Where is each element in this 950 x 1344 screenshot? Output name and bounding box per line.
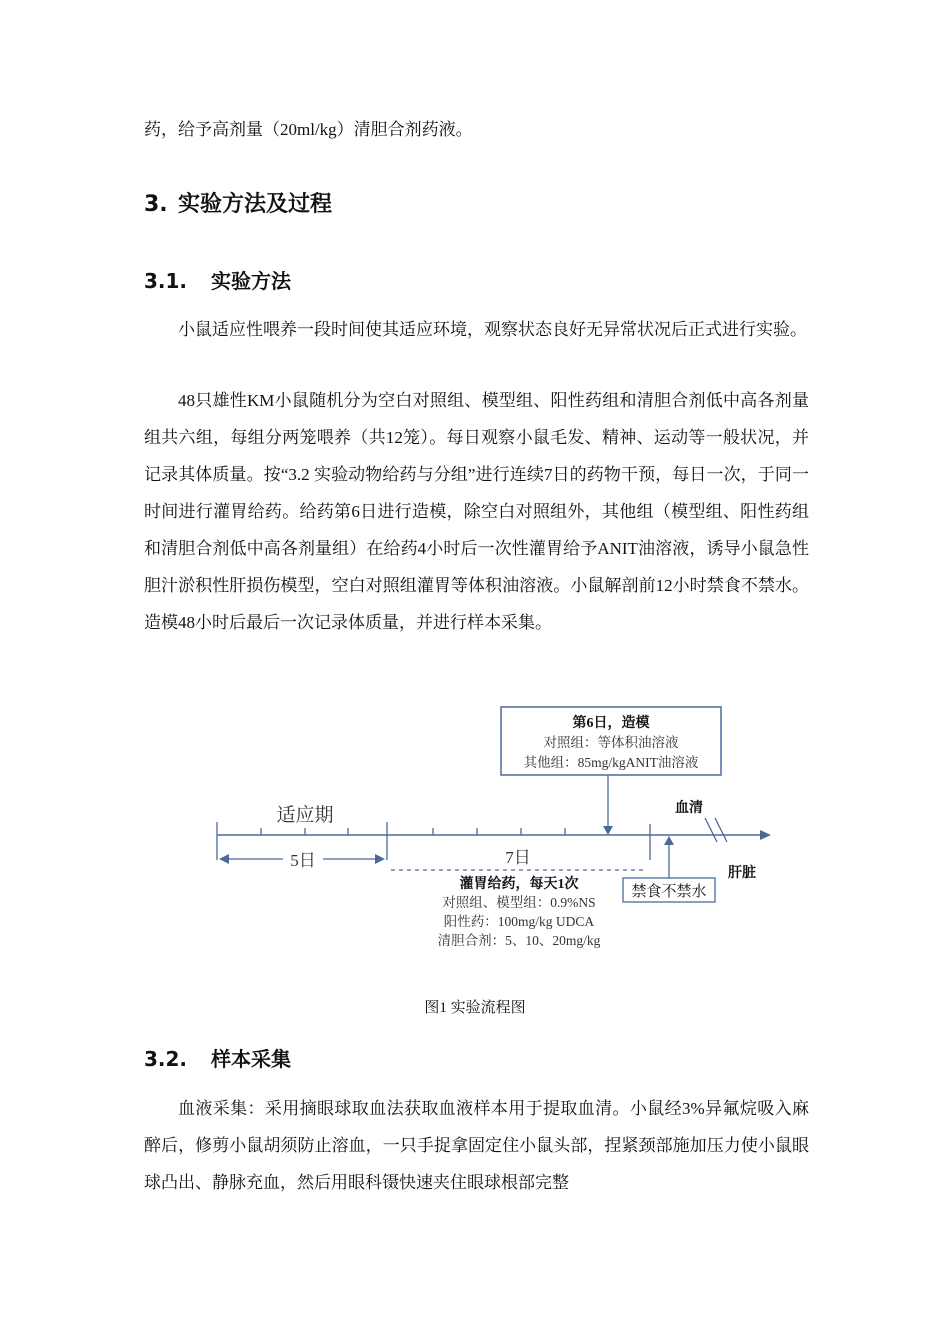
modeling-box-title: 第6日，造模: [572, 716, 650, 731]
fasting-label: 禁食不禁水: [631, 884, 707, 900]
section-title: 样本采集: [211, 1047, 291, 1071]
section-3-heading: [144, 187, 332, 218]
paragraph-3: 血液采集：采用摘眼球取血法获取血液样本用于提取血清。小鼠经3%异氟烷吸入麻醉后，修剪小鼠胡须防止溶血，一只手捉拿固定住小鼠头部，捏紧颈部施加压力使小鼠眼球凸出、静脉充血，然后用眼科镊快速夹住眼球根部完整: [144, 1099, 809, 1192]
serum-label: 血清: [675, 801, 703, 816]
section-3-2-heading: [144, 1043, 291, 1072]
modeling-box-line1: 对照组：等体积油溶液: [543, 735, 679, 750]
gavage-title: 灌胃给药，每天1次: [459, 877, 579, 892]
section-title: 实验方法: [211, 269, 291, 293]
section-number: 3.1.: [144, 269, 188, 293]
seven-days-label: 7日: [505, 848, 531, 867]
section-number: 3.2.: [144, 1047, 188, 1071]
experiment-flow-diagram: [205, 700, 785, 960]
gavage-line2: 阳性药：100mg/kg UDCA: [443, 914, 595, 929]
paragraph-top: 药，给予高剂量（20ml/kg）清胆合剂药液。: [144, 120, 473, 139]
five-days-label: 5日: [290, 851, 316, 870]
section-title: 实验方法及过程: [178, 192, 333, 217]
paragraph-2: 48只雄性KM小鼠随机分为空白对照组、模型组、阳性药组和清胆合剂低中高各剂量组共六组，每组分两笼喂养（共12笼）。每日观察小鼠毛发、精神、运动等一般状况，并记录其体质量。按“3.2 实验动物给药与分组”进行连续7日的药物干预，每日一次，于同一时间进行灌胃给药。给药第6日进行造模，除空白对照组外，其他组（模型组、阳性药组和清胆合剂低中高各剂量组）在给药4小时后一次性灌胃给予ANIT油溶液，诱导小鼠急性胆汁淤积性肝损伤模型，空白对照组灌胃等体积油溶液。小鼠解剖前12小时禁食不禁水。造模48小时后最后一次记录体质量，并进行样本采集。: [144, 391, 809, 632]
section-3-1-heading: [144, 265, 291, 294]
timeline-arrowhead: [760, 830, 771, 840]
section-number: 3.: [144, 192, 168, 217]
paragraph-1: 小鼠适应性喂养一段时间使其适应环境，观察状态良好无异常状况后正式进行实验。: [178, 320, 807, 339]
modeling-arrowhead: [603, 826, 613, 835]
fasting-arrowhead: [664, 836, 674, 845]
gavage-line1: 对照组、模型组：0.9%NS: [442, 895, 596, 910]
gavage-line3: 清胆合剂：5、10、20mg/kg: [437, 933, 601, 948]
adaptation-label: 适应期: [276, 805, 334, 826]
figure-caption: 图1 实验流程图: [424, 1000, 526, 1016]
liver-label: 肝脏: [728, 866, 756, 881]
modeling-box-line2: 其他组：85mg/kgANIT油溶液: [523, 755, 699, 770]
